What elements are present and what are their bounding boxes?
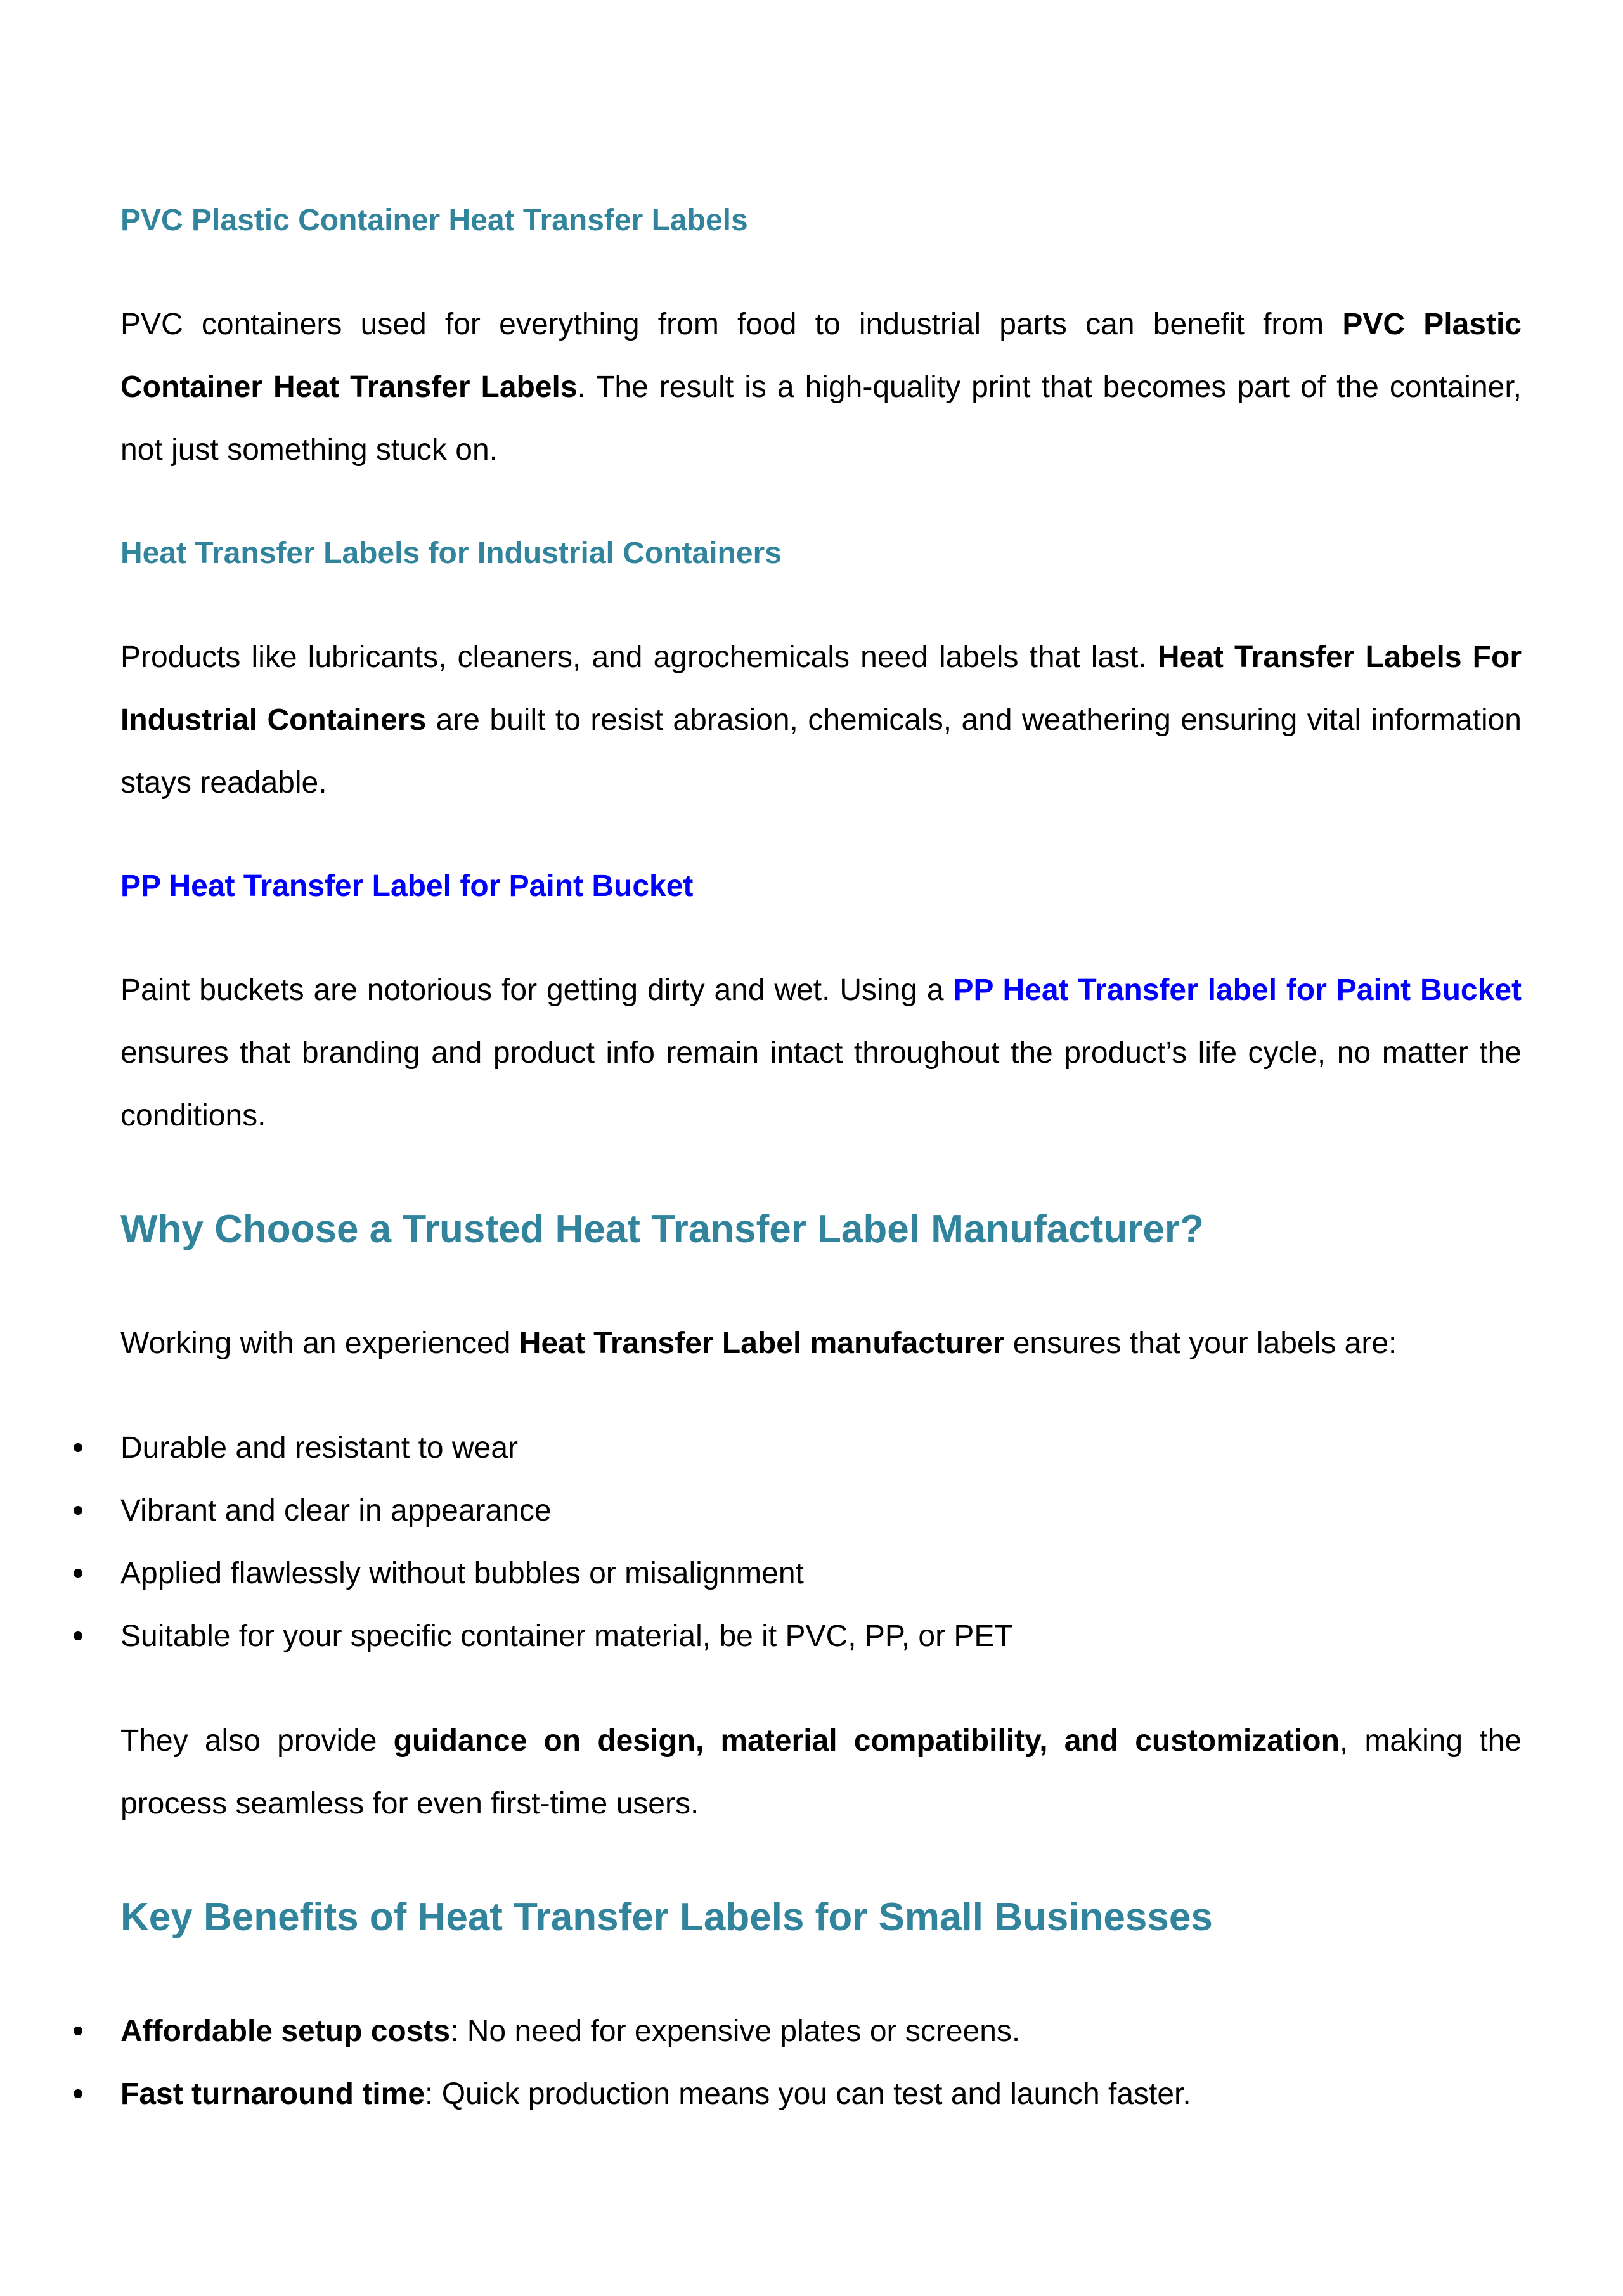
- paragraph-text: Products like lubricants, cleaners, and agrochemicals need labels that last.: [120, 640, 1158, 674]
- document-content: [120, 190, 1522, 2125]
- list-item: [120, 2000, 1522, 2063]
- list-item: [120, 1417, 1522, 1479]
- heading-why-choose: Why Choose a Trusted Heat Transfer Label Manufacturer?: [120, 1207, 1204, 1251]
- bold-term-guidance: guidance on design, material compatibility, and customization: [393, 1724, 1340, 1758]
- benefit-title: Affordable setup costs: [120, 2014, 451, 2048]
- benefit-title: Fast turnaround time: [120, 2077, 425, 2111]
- bullet-icon: [74, 2027, 82, 2035]
- list-item-text: Suitable for your specific container material, be it PVC, PP, or PET: [120, 1619, 1013, 1653]
- bullet-icon: [74, 1443, 82, 1452]
- list-item: [120, 1542, 1522, 1605]
- paragraph-text: ensures that branding and product info remain intact throughout the product’s life cycle, no matter the conditions.: [120, 1036, 1522, 1132]
- heading-pvc-labels: PVC Plastic Container Heat Transfer Labels: [120, 204, 748, 237]
- paragraph-text: are built to resist abrasion, chemicals, and weathering ensuring vital information stays readable.: [120, 703, 1522, 800]
- paragraph-text: Working with an experienced: [120, 1326, 519, 1360]
- heading-key-benefits: Key Benefits of Heat Transfer Labels for Small Businesses: [120, 1895, 1213, 1939]
- paragraph-text: PVC containers used for everything from food to industrial parts can benefit from: [120, 308, 1343, 341]
- paragraph-text: , making the process seamless for even first-time users.: [120, 1724, 1522, 1820]
- list-item-text: Durable and resistant to wear: [120, 1431, 518, 1465]
- heading-industrial-containers: Heat Transfer Labels for Industrial Containers: [120, 536, 782, 570]
- bold-term-industrial-containers: Heat Transfer Labels For Industrial Containers: [120, 640, 1522, 737]
- list-item: [120, 1479, 1522, 1542]
- list-item: [120, 1605, 1522, 1668]
- bold-term-manufacturer: Heat Transfer Label manufacturer: [519, 1326, 1005, 1360]
- paragraph-pp-paint-bucket: [120, 959, 1522, 1147]
- list-item-text: Vibrant and clear in appearance: [120, 1494, 552, 1527]
- list-item: [120, 2063, 1522, 2125]
- paragraph-text: Paint buckets are notorious for getting dirty and wet. Using a: [120, 973, 954, 1007]
- why-bullet-list: [120, 1417, 1522, 1668]
- paragraph-why-outro: [120, 1709, 1522, 1835]
- benefit-text: : Quick production means you can test and launch faster.: [425, 2077, 1191, 2111]
- paragraph-text: . The result is a high-quality print that becomes part of the container, not just something stuck on.: [120, 370, 1522, 467]
- paragraph-why-intro: [120, 1312, 1522, 1375]
- heading-pp-paint-bucket: PP Heat Transfer Label for Paint Bucket: [120, 869, 694, 903]
- list-item-text: Applied flawlessly without bubbles or misalignment: [120, 1557, 804, 1590]
- paragraph-text: ensures that your labels are:: [1004, 1326, 1397, 1360]
- bullet-icon: [74, 1569, 82, 1578]
- benefits-bullet-list: [120, 2000, 1522, 2125]
- bullet-icon: [74, 1506, 82, 1515]
- paragraph-industrial-containers: [120, 626, 1522, 814]
- benefit-text: : No need for expensive plates or screens.: [450, 2014, 1021, 2048]
- bullet-icon: [74, 1631, 82, 1640]
- paragraph-text: They also provide: [120, 1724, 394, 1758]
- link-pp-paint-bucket[interactable]: PP Heat Transfer label for Paint Bucket: [953, 973, 1522, 1007]
- bold-term-pvc-labels: PVC Plastic Container Heat Transfer Labels: [120, 308, 1522, 404]
- bullet-icon: [74, 2089, 82, 2098]
- paragraph-pvc-labels: [120, 293, 1522, 481]
